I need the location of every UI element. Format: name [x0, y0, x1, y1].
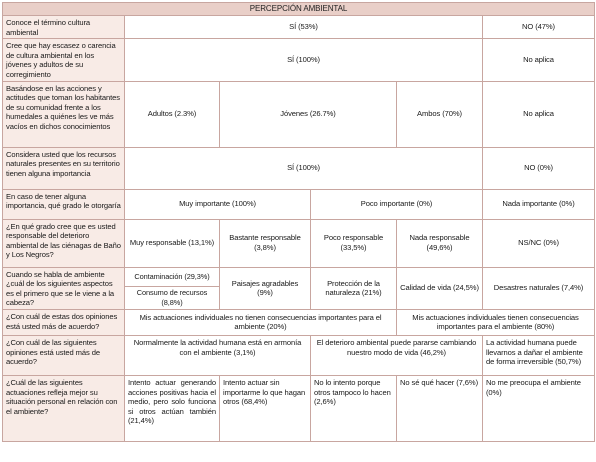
answer-cell: El deterioro ambiental puede pararse cambiando nuestro modo de vida (46,2%): [311, 335, 483, 375]
answer-cell: Desastres naturales (7,4%): [483, 267, 595, 309]
split-answer-table: [125, 268, 219, 308]
table-header-row: [3, 3, 595, 16]
table-row: [3, 189, 595, 219]
question-cell: En caso de tener alguna importancia, qué grado le otorgaría: [3, 189, 125, 219]
question-cell: Cree que hay escasez o carencia de cultura ambiental en los jóvenes y adultos de su corregimiento: [3, 39, 125, 81]
question-cell: ¿Cuál de las siguientes actuaciones refleja mejor su situación personal en relación con el ambiente?: [3, 375, 125, 441]
table-title: PERCEPCIÓN AMBIENTAL: [3, 3, 595, 16]
table-row: [3, 309, 595, 335]
answer-cell: Jóvenes (26.7%): [220, 81, 397, 147]
perception-table: [2, 2, 595, 442]
table-row: [3, 267, 595, 309]
answer-cell: NS/NC (0%): [483, 219, 595, 267]
answer-cell: Poco importante (0%): [311, 189, 483, 219]
answer-cell: Mis actuaciones individuales no tienen consecuencias importantes para el ambiente (20%): [125, 309, 397, 335]
answer-cell: Mis actuaciones individuales tienen consecuencias importantes para el ambiente (80%): [397, 309, 595, 335]
answer-cell: Calidad de vida (24,5%): [397, 267, 483, 309]
table-row: [3, 39, 595, 81]
answer-cell: SÍ (53%): [125, 16, 483, 39]
answer-cell: Ambos (70%): [397, 81, 483, 147]
table-row: [3, 219, 595, 267]
answer-cell: No sé qué hacer (7,6%): [397, 375, 483, 441]
answer-cell: Muy responsable (13,1%): [125, 219, 220, 267]
question-cell: ¿Con cuál de las siguientes opiniones está usted más de acuerdo?: [3, 335, 125, 375]
table-row: [3, 335, 595, 375]
question-cell: Considera usted que los recursos naturales presentes en su territorio tienen alguna importancia: [3, 147, 125, 189]
perception-table-wrapper: [2, 2, 594, 460]
table-row: [3, 147, 595, 189]
answer-cell: Intento actuar sin importarme lo que hagan otros (68,4%): [220, 375, 311, 441]
answer-cell: Nada importante (0%): [483, 189, 595, 219]
table-row: [3, 16, 595, 39]
answer-cell: Muy importante (100%): [125, 189, 311, 219]
answer-cell: Adultos (2.3%): [125, 81, 220, 147]
answer-cell: NO (0%): [483, 147, 595, 189]
answer-cell: Contaminación (29,3%): [134, 272, 210, 282]
answer-cell: No lo intento porque otros tampoco lo hacen (2,6%): [311, 375, 397, 441]
table-row: [3, 375, 595, 441]
answer-cell: Intento actuar generando acciones positivas hacia el medio, pero solo funciona si otros actúan también (21,4%): [125, 375, 220, 441]
answer-cell: No me preocupa el ambiente (0%): [483, 375, 595, 441]
answer-cell: Protección de la naturaleza (21%): [311, 267, 397, 309]
answer-cell: Poco responsable (33,5%): [311, 219, 397, 267]
answer-cell: No aplica: [483, 81, 595, 147]
answer-cell: Consumo de recursos (8,8%): [125, 286, 219, 308]
answer-cell: Normalmente la actividad humana está en armonía con el ambiente (3,1%): [125, 335, 311, 375]
answer-cell: NO (47%): [483, 16, 595, 39]
split-answer-cell: [125, 267, 220, 309]
question-cell: Conoce el término cultura ambiental: [3, 16, 125, 39]
answer-cell: Paisajes agradables (9%): [220, 267, 311, 309]
answer-cell: Bastante responsable (3,8%): [220, 219, 311, 267]
answer-cell: SÍ (100%): [125, 39, 483, 81]
table-row: [3, 81, 595, 147]
answer-cell: SÍ (100%): [125, 147, 483, 189]
answer-cell: No aplica: [483, 39, 595, 81]
question-cell: ¿Con cuál de estas dos opiniones está usted más de acuerdo?: [3, 309, 125, 335]
answer-cell: Nada responsable (49,6%): [397, 219, 483, 267]
question-cell: Basándose en las acciones y actitudes que toman los habitantes de su comunidad frente a los humedales a quiénes les ve más vacíos en dichos conocimientos: [3, 81, 125, 147]
answer-cell: La actividad humana puede llevarnos a dañar el ambiente de forma irreversible (50,7%): [483, 335, 595, 375]
question-cell: Cuando se habla de ambiente ¿cuál de los siguientes aspectos es el primero que se le viene a la cabeza?: [3, 267, 125, 309]
question-cell: ¿En qué grado cree que es usted responsable del deterioro ambiental de las ciénagas de Baño y Los Negros?: [3, 219, 125, 267]
